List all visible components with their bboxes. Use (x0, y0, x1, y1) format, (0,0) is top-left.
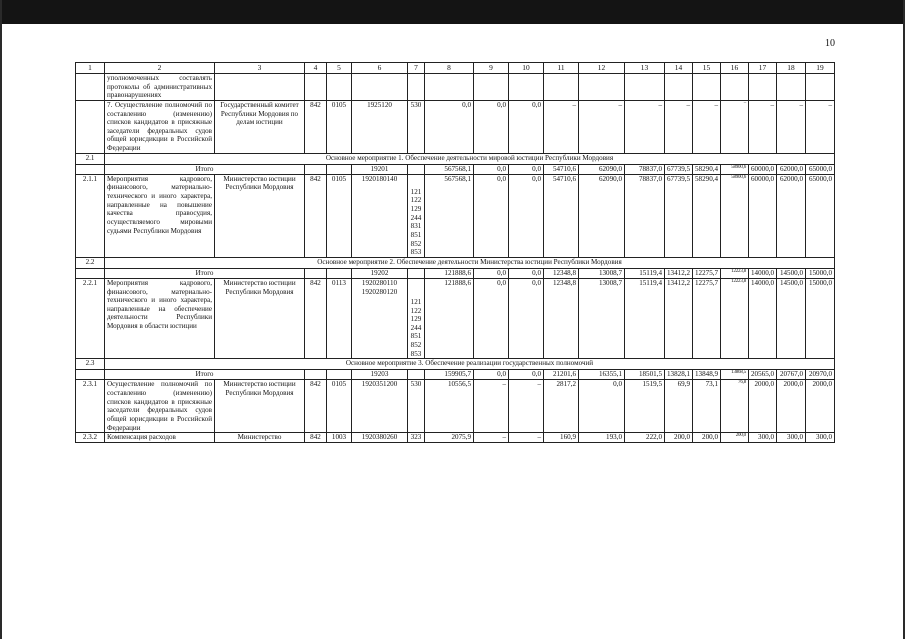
code-rz-pr: 0105 (327, 174, 352, 257)
value-cell: 62000,0 (777, 164, 806, 174)
executor-name: Министерство (215, 433, 305, 443)
value-cell: 13848,9 (693, 370, 721, 380)
total-empty-cell (305, 164, 327, 174)
measure-number: 2.3.1 (76, 380, 105, 433)
empty-cell (806, 74, 835, 101)
total-row (76, 164, 835, 174)
value-cell: – (625, 100, 665, 153)
value-cell: 14500,0 (777, 268, 806, 278)
value-cell: 2075,9 (425, 433, 474, 443)
value-cell: 121888,6 (425, 268, 474, 278)
total-empty-cell (408, 268, 425, 278)
value-cell: 0,0 (474, 278, 509, 358)
measure-name: 7. Осуществление полномочий по составлению (изменению) списков кандидатов в присяжные заседатели федеральных судов общей юрисдикции в Российской Федерации (105, 100, 215, 153)
value-cell: 0,0 (509, 164, 544, 174)
value-cell: 300,0 (806, 433, 835, 443)
value-cell: 12223,8 (721, 278, 749, 358)
measure-row (76, 433, 835, 443)
value-cell: 200,0 (693, 433, 721, 443)
section-row (76, 257, 835, 268)
value-cell: 76,8 (721, 380, 749, 433)
header-cell: 5 (327, 63, 352, 74)
code-gr: 842 (305, 100, 327, 153)
empty-cell (544, 74, 579, 101)
section-title: Основное мероприятие 1. Обеспечение деятельности мировой юстиции Республики Мордовия (105, 153, 835, 164)
value-cell: 58900,6 (721, 164, 749, 174)
empty-cell (509, 74, 544, 101)
value-cell: 67739,5 (665, 164, 693, 174)
value-cell: 300,0 (749, 433, 777, 443)
value-cell: 16355,1 (579, 370, 625, 380)
measure-number (76, 100, 105, 153)
section-row (76, 359, 835, 370)
value-cell: 160,9 (544, 433, 579, 443)
code-vr: 323 (408, 433, 425, 443)
value-cell: 567568,1 (425, 164, 474, 174)
section-number: 2.2 (76, 257, 105, 268)
code-gr: 842 (305, 278, 327, 358)
empty-cell (721, 74, 749, 101)
code-vr-line: 122 (410, 306, 422, 315)
total-label: Итого (105, 164, 305, 174)
scan-top-border (0, 0, 905, 24)
total-empty-cell (408, 164, 425, 174)
value-cell: 14000,0 (749, 278, 777, 358)
header-cell: 16 (721, 63, 749, 74)
value-cell: 62090,0 (579, 164, 625, 174)
value-cell: 0,0 (474, 100, 509, 153)
empty-cell (474, 74, 509, 101)
code-vr-line: 244 (410, 213, 422, 222)
value-cell: – (509, 380, 544, 433)
header-cell: 6 (352, 63, 408, 74)
empty-cell (215, 74, 305, 101)
value-cell: 12348,8 (544, 268, 579, 278)
value-cell: 0,0 (509, 174, 544, 257)
value-cell: 1519,5 (625, 380, 665, 433)
header-cell: 19 (806, 63, 835, 74)
value-cell: 14500,0 (777, 278, 806, 358)
value-cell: 12223,8 (721, 268, 749, 278)
value-cell: 222,0 (625, 433, 665, 443)
value-cell: 69,9 (665, 380, 693, 433)
value-cell: 12348,8 (544, 278, 579, 358)
value-cell: – (777, 100, 806, 153)
value-cell: 15000,0 (806, 268, 835, 278)
total-row (76, 370, 835, 380)
code-csr: 1920380260 (352, 433, 408, 443)
value-cell: 200,0 (665, 433, 693, 443)
total-empty-cell (327, 268, 352, 278)
value-cell: 200,0 (721, 433, 749, 443)
scan-left-border (0, 0, 2, 639)
value-cell: 20970,0 (806, 370, 835, 380)
header-cell: 18 (777, 63, 806, 74)
empty-cell (425, 74, 474, 101)
code-rz-pr: 0113 (327, 278, 352, 358)
code-csr: 1920180140 (352, 174, 408, 257)
value-cell: 0,0 (509, 278, 544, 358)
value-cell: 0,0 (425, 100, 474, 153)
measure-name: Мероприятия кадрового, финансового, материально-технического и иного характера, направленные на обеспечение деятельности Республики Мордовия в области юстиции (105, 278, 215, 358)
measure-row (76, 100, 835, 153)
code-rz-pr: 1003 (327, 433, 352, 443)
value-cell: 12275,7 (693, 278, 721, 358)
code-vr-line: 121 (410, 297, 422, 306)
value-cell: 78837,0 (625, 164, 665, 174)
empty-cell (352, 74, 408, 101)
total-empty-cell (408, 370, 425, 380)
value-cell: – (544, 100, 579, 153)
value-cell: 13868,5 (721, 370, 749, 380)
value-cell: 73,1 (693, 380, 721, 433)
value-cell: 58290,4 (693, 164, 721, 174)
total-empty-cell (305, 268, 327, 278)
total-code: 19202 (352, 268, 408, 278)
value-cell: 159905,7 (425, 370, 474, 380)
total-code: 19203 (352, 370, 408, 380)
value-cell: – (509, 433, 544, 443)
empty-cell (749, 74, 777, 101)
header-cell: 10 (509, 63, 544, 74)
section-number: 2.3 (76, 359, 105, 370)
header-cell: 13 (625, 63, 665, 74)
code-vr (408, 278, 425, 358)
measure-number: 2.3.2 (76, 433, 105, 443)
section-title: Основное мероприятие 2. Обеспечение деятельности Министерства юстиции Республики Мордовия (105, 257, 835, 268)
header-cell: 7 (408, 63, 425, 74)
header-cell: 14 (665, 63, 693, 74)
budget-table (75, 62, 835, 443)
value-cell: – (665, 100, 693, 153)
value-cell: 0,0 (509, 100, 544, 153)
value-cell: 15000,0 (806, 278, 835, 358)
value-cell: 0,0 (509, 370, 544, 380)
value-cell: 54710,6 (544, 174, 579, 257)
value-cell: 0,0 (509, 268, 544, 278)
value-cell: 2817,2 (544, 380, 579, 433)
value-cell: 62090,0 (579, 174, 625, 257)
value-cell: 58900,6 (721, 174, 749, 257)
value-cell: 13828,1 (665, 370, 693, 380)
code-vr-line: 852 (410, 341, 422, 350)
value-cell: 2000,0 (777, 380, 806, 433)
value-cell: 54710,6 (544, 164, 579, 174)
header-cell: 11 (544, 63, 579, 74)
value-cell: 2000,0 (749, 380, 777, 433)
code-rz-pr: 0105 (327, 380, 352, 433)
value-cell: 65000,0 (806, 174, 835, 257)
value-cell: – (721, 100, 749, 153)
code-gr: 842 (305, 174, 327, 257)
value-cell: 13412,2 (665, 268, 693, 278)
measure-row (76, 380, 835, 433)
empty-cell (625, 74, 665, 101)
value-cell: 15119,4 (625, 278, 665, 358)
code-csr-line: 1920280110 (361, 278, 398, 287)
value-cell: 10556,5 (425, 380, 474, 433)
executor-name: Министерство юстиции Республики Мордовия (215, 380, 305, 433)
executor-name: Министерство юстиции Республики Мордовия (215, 174, 305, 257)
value-cell: 13412,2 (665, 278, 693, 358)
value-cell: – (579, 100, 625, 153)
code-vr-line: 129 (410, 315, 422, 324)
value-cell: – (806, 100, 835, 153)
value-cell: 60000,0 (749, 164, 777, 174)
code-vr-line: 122 (410, 196, 422, 205)
empty-cell (305, 74, 327, 101)
code-vr-line: 853 (410, 248, 422, 257)
value-cell: 300,0 (777, 433, 806, 443)
empty-cell (408, 74, 425, 101)
value-cell: 12275,7 (693, 268, 721, 278)
measure-row (76, 174, 835, 257)
total-empty-cell (76, 370, 105, 380)
measure-name: уполномоченных составлять протоколы об административных правонарушениях (105, 74, 215, 101)
value-cell: – (474, 433, 509, 443)
section-title: Основное мероприятие 3. Обеспечение реализации государственных полномочий (105, 359, 835, 370)
value-cell: 65000,0 (806, 164, 835, 174)
empty-cell (327, 74, 352, 101)
value-cell: 13008,7 (579, 278, 625, 358)
value-cell: 0,0 (474, 174, 509, 257)
header-cell: 2 (105, 63, 215, 74)
executor-name: Министерство юстиции Республики Мордовия (215, 278, 305, 358)
code-vr-line: 244 (410, 323, 422, 332)
measure-name: Компенсация расходов (105, 433, 215, 443)
measure-name: Осуществление полномочий по составлению (изменению) списков кандидатов в присяжные заседатели федеральных судов общей юрисдикции в Российской Федерации (105, 380, 215, 433)
code-csr (352, 278, 408, 358)
value-cell: 193,0 (579, 433, 625, 443)
code-gr: 842 (305, 380, 327, 433)
value-cell: 67739,5 (665, 174, 693, 257)
code-vr-line: 851 (410, 332, 422, 341)
code-rz-pr: 0105 (327, 100, 352, 153)
value-cell: 78837,0 (625, 174, 665, 257)
value-cell: – (749, 100, 777, 153)
value-cell: 13008,7 (579, 268, 625, 278)
total-label: Итого (105, 370, 305, 380)
value-cell: 20565,0 (749, 370, 777, 380)
value-cell: 58290,4 (693, 174, 721, 257)
value-cell: 15119,4 (625, 268, 665, 278)
value-cell: 62000,0 (777, 174, 806, 257)
total-empty-cell (76, 164, 105, 174)
code-vr-line: 853 (410, 349, 422, 358)
code-vr-line: 852 (410, 239, 422, 248)
value-cell: 0,0 (474, 370, 509, 380)
empty-cell (777, 74, 806, 101)
measure-number: 2.1.1 (76, 174, 105, 257)
value-cell: 121888,6 (425, 278, 474, 358)
header-cell: 3 (215, 63, 305, 74)
executor-name: Государственный комитет Республики Мордовия по делам юстиции (215, 100, 305, 153)
empty-cell (665, 74, 693, 101)
code-csr-line: 1920280120 (361, 287, 398, 296)
empty-cell (579, 74, 625, 101)
value-cell: 2000,0 (806, 380, 835, 433)
total-empty-cell (327, 370, 352, 380)
total-empty-cell (76, 268, 105, 278)
header-cell: 12 (579, 63, 625, 74)
total-empty-cell (305, 370, 327, 380)
value-cell: – (693, 100, 721, 153)
header-cell: 8 (425, 63, 474, 74)
table-header-row (76, 63, 835, 74)
section-number: 2.1 (76, 153, 105, 164)
measure-name: Мероприятия кадрового, финансового, материально-технического и иного характера, направленные на повышение качества правосудия, осуществляемого мировыми судьями Республики Мордовия (105, 174, 215, 257)
header-cell: 9 (474, 63, 509, 74)
header-cell: 17 (749, 63, 777, 74)
continuation-row (76, 74, 835, 101)
empty-cell (76, 74, 105, 101)
header-cell: 1 (76, 63, 105, 74)
value-cell: 567568,1 (425, 174, 474, 257)
total-empty-cell (327, 164, 352, 174)
header-cell: 4 (305, 63, 327, 74)
value-cell: 20767,0 (777, 370, 806, 380)
measure-row (76, 278, 835, 358)
total-row (76, 268, 835, 278)
code-vr-line: 851 (410, 230, 422, 239)
value-cell: 18501,5 (625, 370, 665, 380)
section-row (76, 153, 835, 164)
code-csr: 1925120 (352, 100, 408, 153)
value-cell: 14000,0 (749, 268, 777, 278)
value-cell: 0,0 (474, 164, 509, 174)
code-vr-line: 831 (410, 222, 422, 231)
value-cell: 0,0 (579, 380, 625, 433)
empty-cell (693, 74, 721, 101)
code-vr (408, 174, 425, 257)
header-cell: 15 (693, 63, 721, 74)
page-number: 10 (825, 38, 835, 49)
code-csr: 1920351200 (352, 380, 408, 433)
code-gr: 842 (305, 433, 327, 443)
value-cell: 60000,0 (749, 174, 777, 257)
code-vr-line: 129 (410, 205, 422, 214)
code-vr: 530 (408, 100, 425, 153)
value-cell: 21201,6 (544, 370, 579, 380)
value-cell: – (474, 380, 509, 433)
measure-number: 2.2.1 (76, 278, 105, 358)
code-vr-line: 121 (410, 187, 422, 196)
value-cell: 0,0 (474, 268, 509, 278)
code-vr: 530 (408, 380, 425, 433)
total-code: 19201 (352, 164, 408, 174)
total-label: Итого (105, 268, 305, 278)
